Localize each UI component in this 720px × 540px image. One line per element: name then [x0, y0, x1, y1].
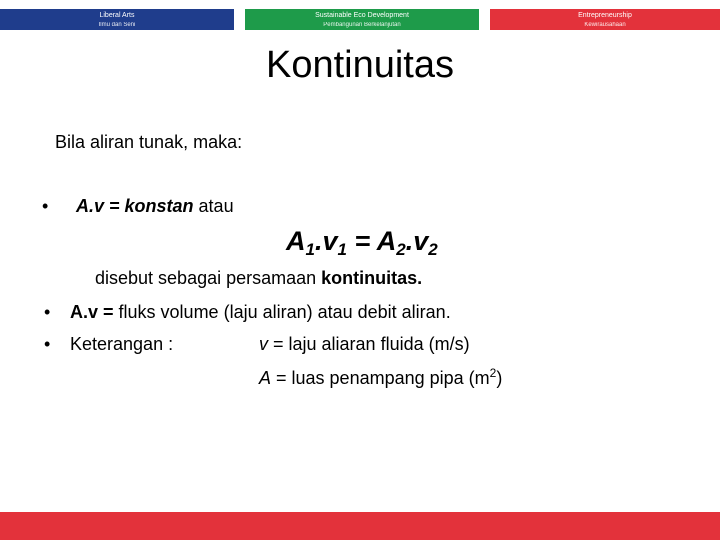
footer-bar	[0, 512, 720, 540]
area-definition: A = luas penampang pipa $(m^2)$	[259, 366, 503, 388]
slide-title: Kontinuitas	[265, 44, 454, 86]
bullet-marker: •	[44, 302, 51, 322]
header-band-entrepreneurship	[490, 9, 720, 30]
header-band-subtitle: Kewirausahaan	[584, 22, 626, 28]
bullet-flux-line: A.v = fluks volume (laju aliran) atau debit aliran.	[70, 302, 451, 322]
continuity-equation: $A_1.v_1 = A_2.v_2$	[286, 226, 438, 259]
continuity-description: disebut sebagai persamaan kontinuitas.	[95, 268, 423, 288]
constant-suffix: atau	[193, 196, 234, 216]
intro-text: Bila aliran tunak, maka:	[55, 132, 243, 152]
header-band-subtitle: Ilmu dan Seni	[98, 22, 136, 28]
header-band-title: Entrepreneurship	[578, 12, 632, 19]
bullet-constant-line	[76, 196, 234, 217]
header-band-liberal-arts	[0, 9, 234, 30]
constant-formula: A.v = konstan	[76, 196, 194, 216]
bullet-marker: •	[44, 334, 51, 354]
header-band-eco-development	[245, 9, 479, 30]
velocity-definition: v = laju aliaran fluida (m/s)	[259, 334, 470, 354]
header-band-title: Sustainable Eco Development	[315, 12, 409, 19]
header-band-subtitle: Pembangunan Berkelanjutan	[323, 22, 401, 28]
keterangan-label: Keterangan :	[70, 334, 174, 354]
header-band-title: Liberal Arts	[99, 12, 135, 19]
bullet-marker: •	[42, 196, 49, 216]
